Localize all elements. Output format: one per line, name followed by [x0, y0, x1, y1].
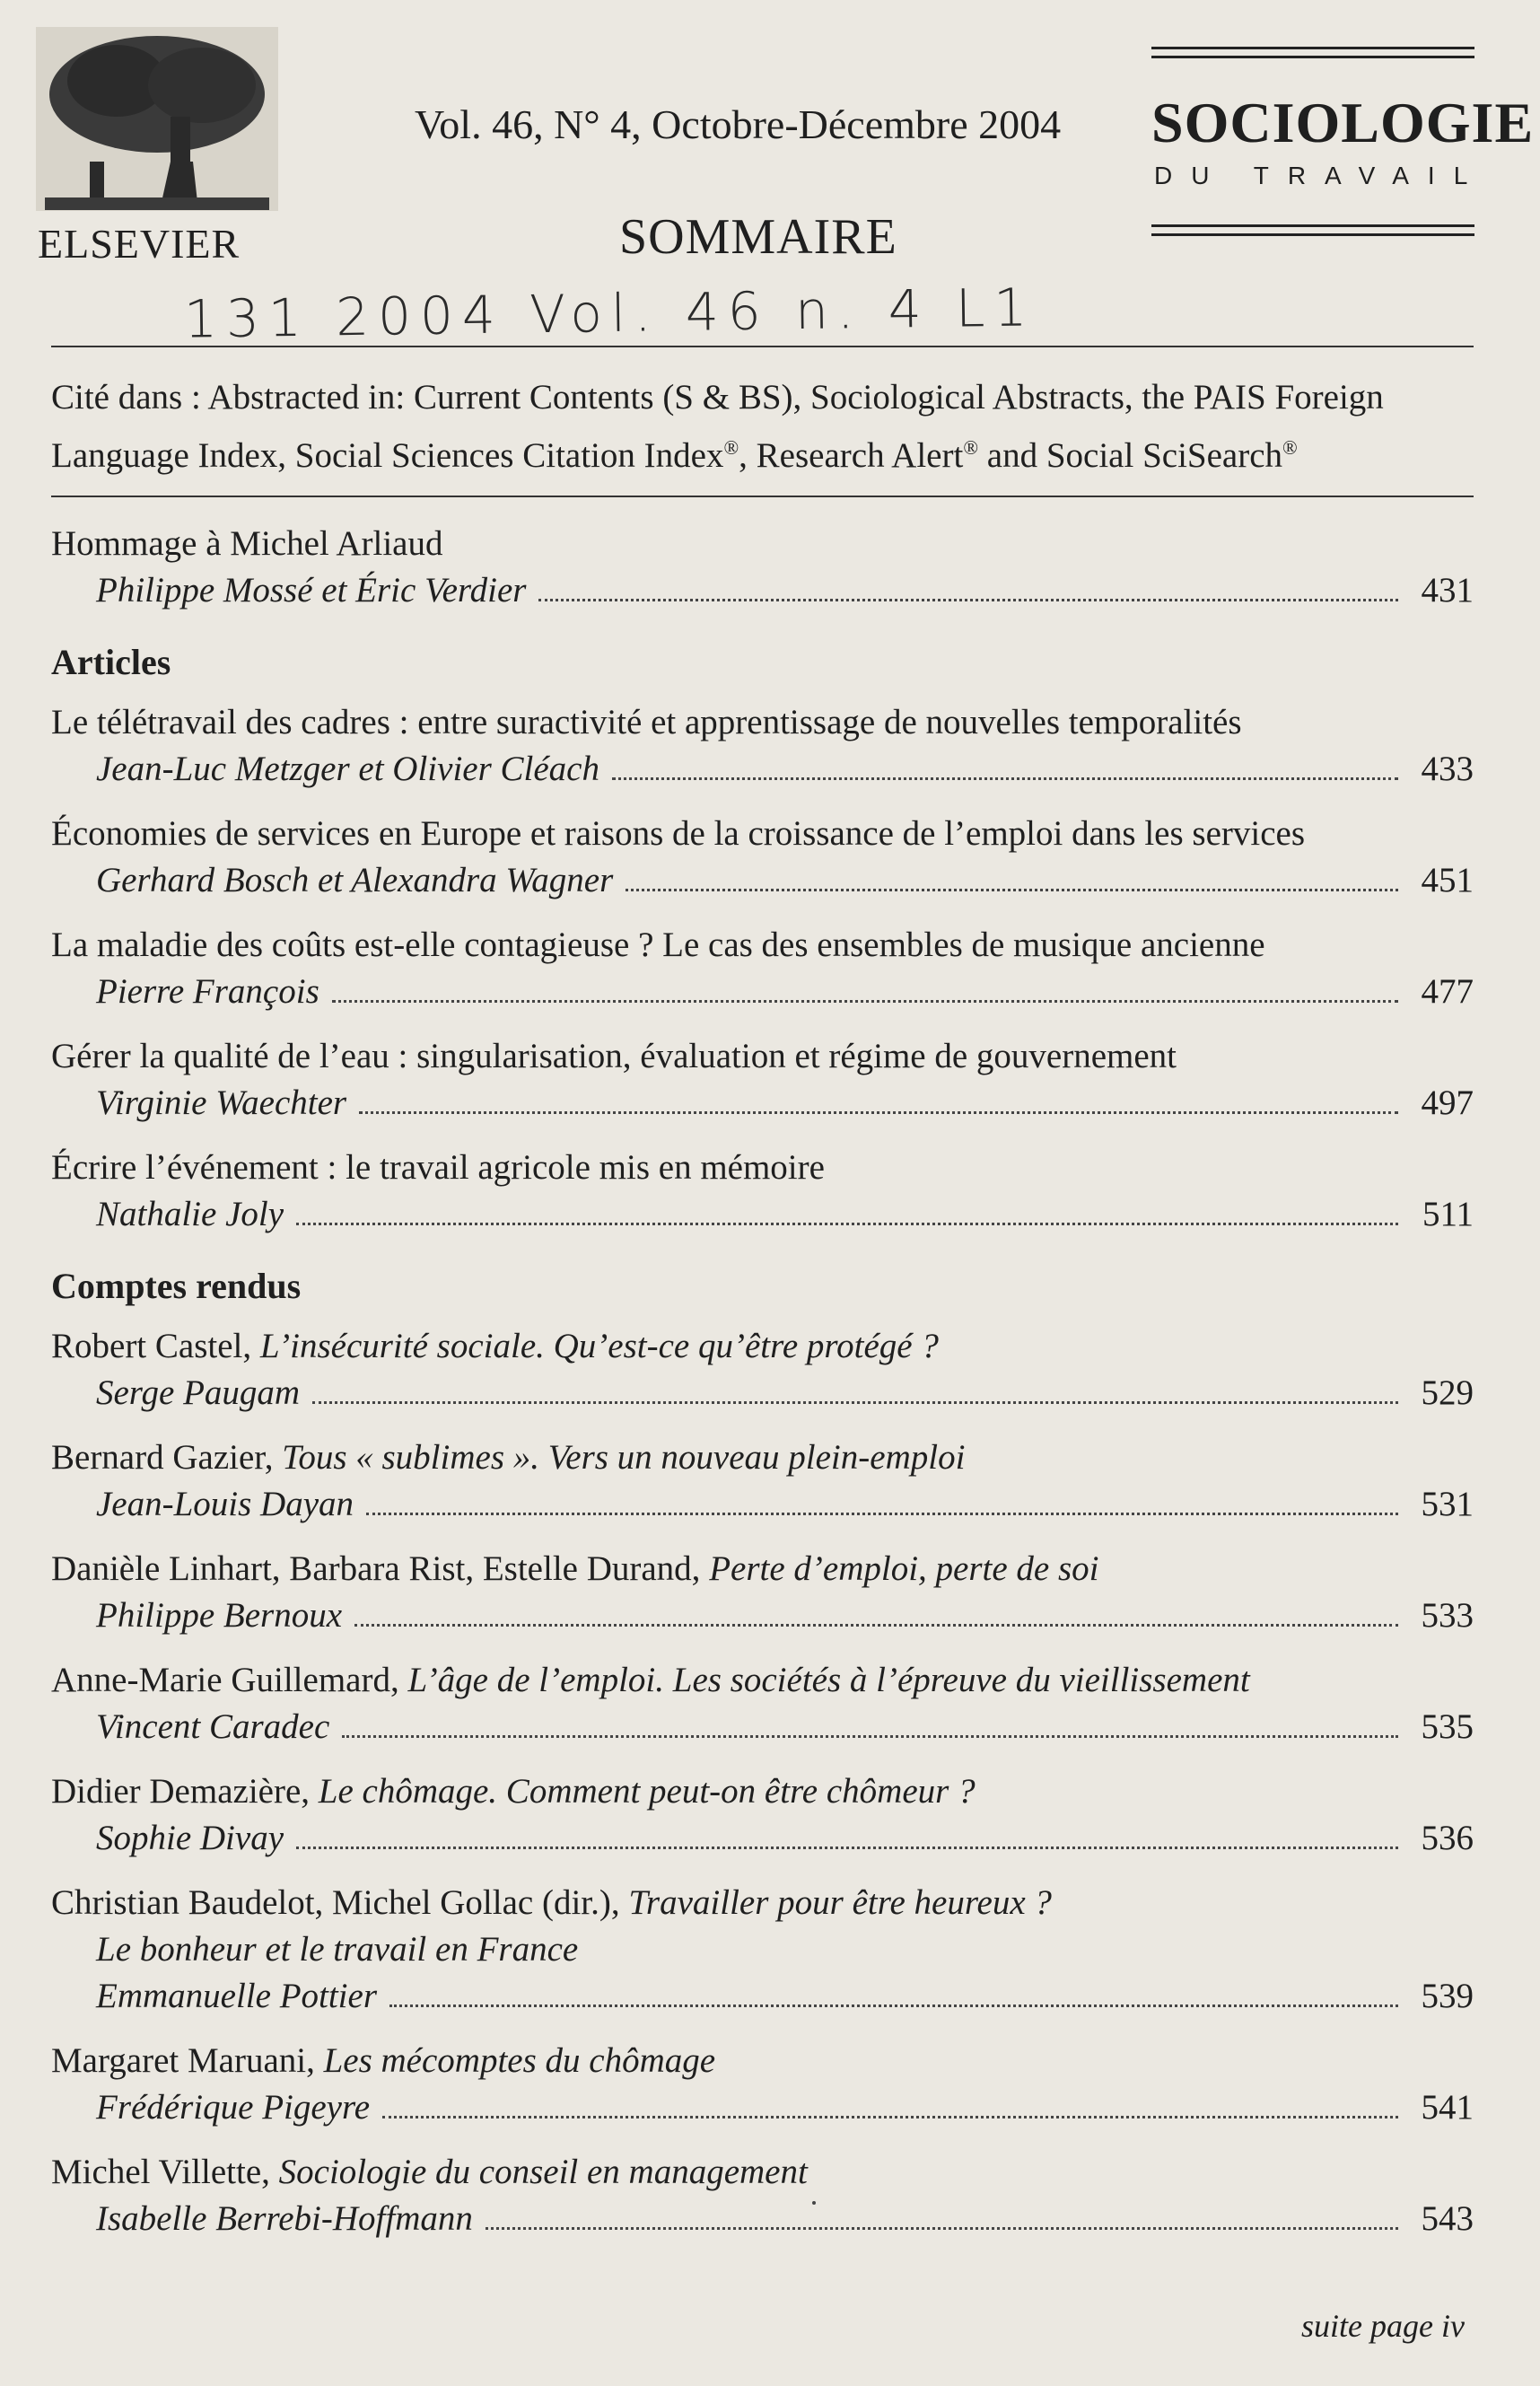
review-entry [51, 1880, 1474, 2020]
dot-leader [382, 2116, 1398, 2118]
hommage-author-line [51, 567, 1474, 614]
reviewer-name: Isabelle Berrebi-Hoffmann [96, 2199, 473, 2238]
page-number: 531 [1421, 1485, 1474, 1523]
journal-subtitle: DU TRAVAIL [1154, 162, 1487, 189]
review-book-authors: Anne-Marie Guillemard, [51, 1661, 408, 1699]
review-book-title: Perte d’emploi, perte de soi [709, 1549, 1099, 1588]
reviewer-name: Emmanuelle Pottier [96, 1977, 378, 2015]
dot-leader [342, 1735, 1398, 1738]
review-title [51, 1434, 1474, 1481]
rule-title-1 [1151, 224, 1474, 227]
review-book-authors: Michel Villette, [51, 2153, 279, 2191]
dot-leader [486, 2227, 1398, 2230]
dot-leader [354, 1624, 1398, 1627]
dot-leader [626, 889, 1398, 891]
article-title: Écrire l’événement : le travail agricole mis en mémoire [51, 1148, 825, 1187]
dot-leader [612, 777, 1398, 780]
article-title: Le télétravail des cadres : entre suractivité et apprentissage de nouvelles temporalités [51, 703, 1242, 741]
speck [812, 2201, 816, 2205]
review-reviewer-line [51, 1481, 1474, 1528]
rule-top-2 [1151, 56, 1474, 58]
page-number: 539 [1421, 1977, 1474, 2015]
page-number: 433 [1421, 750, 1474, 788]
review-title [51, 2149, 1474, 2196]
article-author: Virginie Waechter [96, 1083, 347, 1122]
review-title [51, 1880, 1474, 1926]
reviewer-name: Frédérique Pigeyre [96, 2088, 371, 2127]
abstracted-line-1: Cité dans : Abstracted in: Current Contents (S & BS), Sociological Abstracts, the PAIS Foreign [51, 378, 1384, 417]
review-title [51, 1657, 1474, 1704]
review-reviewer-line [51, 1370, 1474, 1417]
review-reviewer-line [51, 1815, 1474, 1862]
dot-leader [389, 2004, 1398, 2007]
dot-leader [538, 599, 1398, 601]
elsevier-tree-logo [36, 27, 278, 251]
dot-leader [366, 1513, 1398, 1515]
page-number: 529 [1421, 1373, 1474, 1412]
page-title: SOMMAIRE [619, 209, 897, 265]
article-entry [51, 922, 1474, 1015]
review-book-title: L’âge de l’emploi. Les sociétés à l’épreuve du vieillissement [407, 1661, 1250, 1699]
article-author-line [51, 969, 1474, 1015]
page-number: 497 [1421, 1083, 1474, 1122]
review-book-title: Les mécomptes du chômage [323, 2041, 716, 2080]
page-number: 511 [1422, 1195, 1474, 1233]
page-number: 431 [1421, 571, 1474, 610]
article-author-line [51, 1080, 1474, 1127]
article-title: Gérer la qualité de l’eau : singularisation, évaluation et régime de gouvernement [51, 1037, 1177, 1075]
divider [51, 496, 1474, 497]
publisher-name: ELSEVIER [38, 221, 241, 267]
review-book-title: Travailler pour être heureux ? [628, 1883, 1052, 1922]
journal-title: SOCIOLOGIE [1151, 91, 1535, 154]
rule-title-2 [1151, 233, 1474, 236]
handwritten-shelfmark: 131 2004 Vol. 46 n. 4 L1 [183, 276, 1037, 350]
articles-list [51, 699, 1474, 1238]
article-author: Nathalie Joly [96, 1195, 284, 1233]
review-book-authors: Margaret Maruani, [51, 2041, 324, 2080]
article-author: Jean-Luc Metzger et Olivier Cléach [96, 750, 599, 788]
comptes-rendus-list [51, 1323, 1474, 2242]
review-book-authors: Danièle Linhart, Barbara Rist, Estelle Durand, [51, 1549, 710, 1588]
rule-top-1 [1151, 47, 1474, 49]
divider [51, 346, 1474, 347]
review-book-authors: Didier Demazière, [51, 1772, 319, 1811]
page-number: 451 [1421, 861, 1474, 899]
review-book-title: L’insécurité sociale. Qu’est-ce qu’être protégé ? [259, 1327, 939, 1365]
reviewer-name: Philippe Bernoux [96, 1596, 343, 1635]
review-entry [51, 2149, 1474, 2242]
dot-leader [359, 1111, 1398, 1114]
review-entry [51, 1323, 1474, 1417]
article-author-line [51, 1191, 1474, 1238]
page-number: 477 [1421, 972, 1474, 1011]
review-book-title: Tous « sublimes ». Vers un nouveau plein-emploi [282, 1438, 966, 1477]
dot-leader [312, 1401, 1398, 1404]
article-entry [51, 811, 1474, 904]
review-title [51, 1546, 1474, 1592]
review-reviewer-line [51, 1704, 1474, 1750]
article-entry [51, 1145, 1474, 1238]
review-entry [51, 1768, 1474, 1862]
review-title [51, 2038, 1474, 2084]
reviewer-name: Vincent Caradec [96, 1707, 330, 1746]
review-title [51, 1323, 1474, 1370]
page-number: 535 [1421, 1707, 1474, 1746]
reviewer-name: Serge Paugam [96, 1373, 301, 1412]
review-entry [51, 1434, 1474, 1528]
article-entry [51, 1033, 1474, 1127]
review-reviewer-line [51, 2084, 1474, 2131]
abstracted-in [51, 373, 1487, 481]
review-book-authors: Bernard Gazier, [51, 1438, 283, 1477]
hommage-title: Hommage à Michel Arliaud [51, 524, 443, 563]
hommage-author: Philippe Mossé et Éric Verdier [96, 571, 527, 610]
article-author-line [51, 746, 1474, 793]
page-number: 533 [1421, 1596, 1474, 1635]
article-title: Économies de services en Europe et raisons de la croissance de l’emploi dans les services [51, 814, 1306, 853]
reviewer-name: Jean-Louis Dayan [96, 1485, 354, 1523]
section-heading-comptes-rendus: Comptes rendus [51, 1266, 302, 1306]
review-reviewer-line [51, 1592, 1474, 1639]
page-number: 536 [1421, 1819, 1474, 1857]
page-number: 541 [1421, 2088, 1474, 2127]
dot-leader [296, 1223, 1398, 1225]
reviewer-name: Sophie Divay [96, 1819, 284, 1857]
tree-icon [36, 27, 278, 251]
article-author: Gerhard Bosch et Alexandra Wagner [96, 861, 614, 899]
issue-info: Vol. 46, N° 4, Octobre-Décembre 2004 [415, 101, 1062, 147]
review-reviewer-line [51, 2196, 1474, 2242]
article-entry [51, 699, 1474, 793]
review-book-authors: Robert Castel, [51, 1327, 260, 1365]
article-title: La maladie des coûts est-elle contagieuse ? Le cas des ensembles de musique ancienne [51, 925, 1265, 964]
review-title [51, 1768, 1474, 1815]
dot-leader [296, 1847, 1398, 1849]
review-book-title: Sociologie du conseil en management [278, 2153, 808, 2191]
review-reviewer-line [51, 1973, 1474, 2020]
section-heading-articles: Articles [51, 642, 171, 682]
abstracted-line-2: Language Index, Social Sciences Citation Index®, Research Alert® and Social SciSearch® [51, 436, 1298, 475]
continued-note: suite page iv [1301, 2308, 1465, 2344]
review-book-authors: Christian Baudelot, Michel Gollac (dir.), [51, 1883, 629, 1922]
review-book-subtitle: Le bonheur et le travail en France [96, 1930, 579, 1969]
review-entry [51, 1546, 1474, 1639]
article-author: Pierre François [96, 972, 319, 1011]
article-author-line [51, 857, 1474, 904]
hommage-entry [51, 521, 1474, 614]
review-entry [51, 2038, 1474, 2131]
review-entry [51, 1657, 1474, 1750]
dot-leader [332, 1000, 1398, 1003]
table-of-contents [51, 521, 1474, 2260]
review-book-title: Le chômage. Comment peut-on être chômeur ? [318, 1772, 976, 1811]
page-number: 543 [1421, 2199, 1474, 2238]
